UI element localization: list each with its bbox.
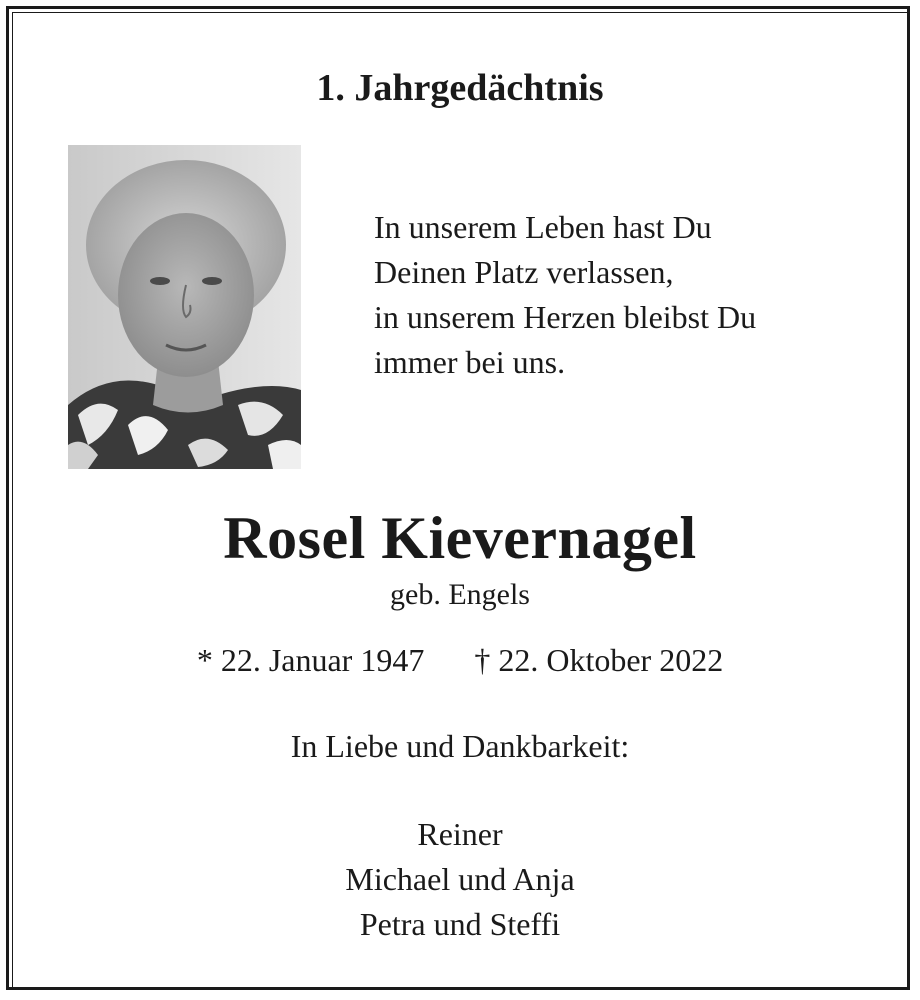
poem-line: immer bei uns.: [374, 344, 566, 380]
maiden-name: geb. Engels: [390, 578, 530, 611]
birth-date: * 22. Januar 1947: [196, 642, 425, 678]
dedication-line: In Liebe und Dankbarkeit:: [290, 728, 630, 764]
poem-line: Deinen Platz verlassen,: [374, 254, 674, 290]
mourners-list: [0, 812, 920, 947]
mourner: Petra und Steffi: [359, 906, 561, 942]
death-date: † 22. Oktober 2022: [474, 642, 724, 678]
poem-line: In unserem Leben hast Du: [374, 209, 712, 245]
memorial-poem: [374, 205, 874, 385]
mourner: Michael und Anja: [345, 861, 575, 897]
mourner: Reiner: [417, 816, 503, 852]
notice-heading: 1. Jahrgedächtnis: [316, 67, 604, 109]
poem-line: in unserem Herzen bleibst Du: [374, 299, 757, 335]
portrait-photo: [68, 145, 301, 469]
life-dates: [0, 640, 920, 680]
deceased-name: Rosel Kievernagel: [223, 505, 697, 571]
